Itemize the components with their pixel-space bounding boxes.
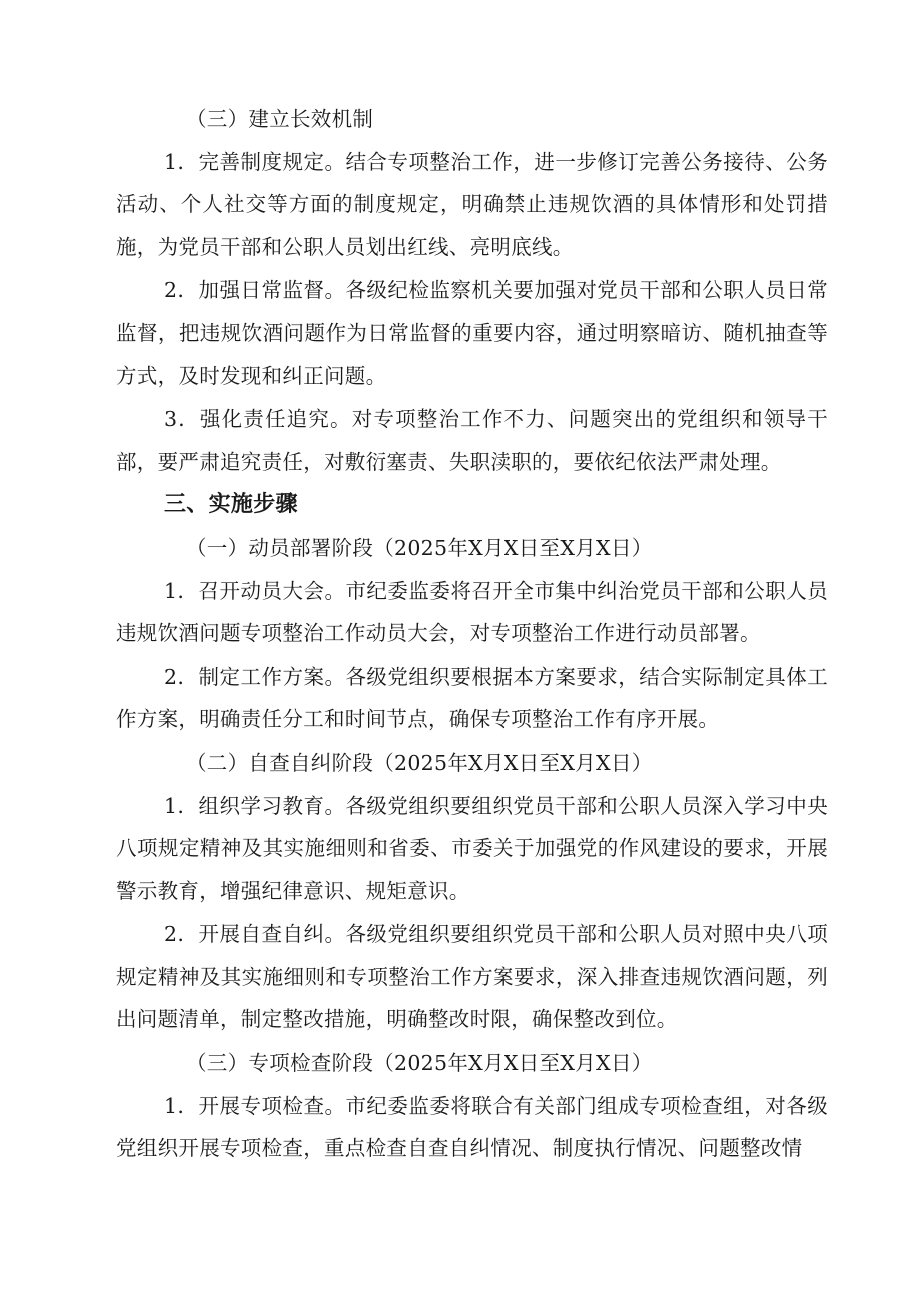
document-body (116, 98, 828, 1171)
paragraph-special-inspection: 1．开展专项检查。市纪委监委将联合有关部门组成专项检查组，对各级党组织开展专项检查，重点检查自查自纠情况、制度执行情况、问题整改情 (116, 1093, 828, 1161)
paragraph-daily-supervision: 2．加强日常监督。各级纪检监察机关要加强对党员干部和公职人员日常监督，把违规饮酒问题作为日常监督的重要内容，通过明察暗访、随机抽查等方式，及时发现和纠正问题。 (116, 278, 828, 388)
paragraph-improve-rules: 1．完善制度规定。结合专项整治工作，进一步修订完善公务接待、公务活动、个人社交等方面的制度规定，明确禁止违规饮酒的具体情形和处罚措施，为党员干部和公职人员划出红线、亮明底线。 (116, 149, 828, 259)
paragraph-accountability: 3．强化责任追究。对专项整治工作不力、问题突出的党组织和领导干部，要严肃追究责任，对敷衍塞责、失职渎职的，要依纪依法严肃处理。 (116, 407, 828, 474)
section-heading-implementation-steps: 三、实施步骤 (164, 492, 298, 518)
paragraph-work-plan: 2．制定工作方案。各级党组织要根据本方案要求，结合实际制定具体工作方案，明确责任分工和时间节点，确保专项整治工作有序开展。 (116, 664, 828, 732)
paragraph-study-education: 1．组织学习教育。各级党组织要组织党员干部和公职人员深入学习中央八项规定精神及其实施细则和省委、市委关于加强党的作风建设的要求，开展警示教育，增强纪律意识、规矩意识。 (116, 793, 828, 903)
subheading-self-inspection-stage: （二）自查自纠阶段（2025年X月X日至X月X日） (186, 750, 653, 775)
subheading-long-term-mechanism: （三）建立长效机制 (186, 107, 374, 131)
paragraph-mobilization-meeting: 1．召开动员大会。市纪委监委将召开全市集中纠治党员干部和公职人员违规饮酒问题专项整治工作动员大会，对专项整治工作进行动员部署。 (116, 578, 828, 646)
subheading-special-inspection-stage: （三）专项检查阶段（2025年X月X日至X月X日） (186, 1051, 653, 1076)
paragraph-self-correction: 2．开展自查自纠。各级党组织要组织党员干部和公职人员对照中央八项规定精神及其实施细则和专项整治工作方案要求，深入排查违规饮酒问题，列出问题清单，制定整改措施，明确整改时限，确保整改到位。 (116, 922, 828, 1032)
subheading-mobilization-stage: （一）动员部署阶段（2025年X月X日至X月X日） (186, 535, 653, 560)
